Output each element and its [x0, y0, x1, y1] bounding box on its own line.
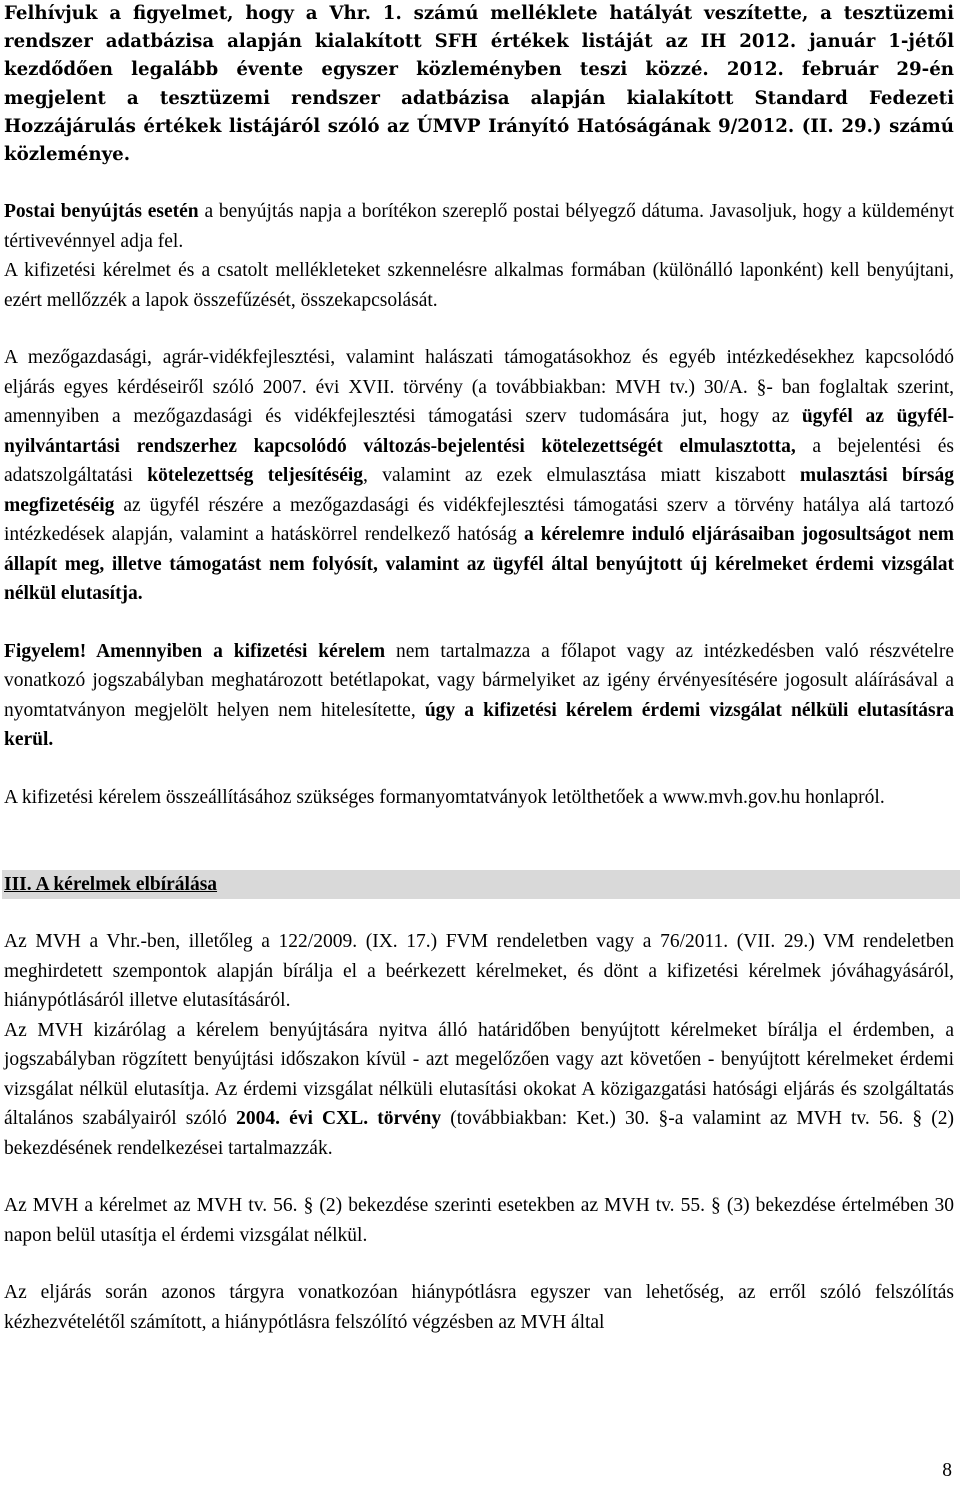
paragraph-evaluation: [4, 927, 954, 1016]
spacer: [4, 315, 954, 343]
paragraph-rejection: [4, 1191, 954, 1250]
paragraph-sfh-notice: [4, 0, 954, 169]
deadline-text-1: Az MVH kizárólag a kérelem benyújtására nyitva álló határidőben benyújtott kérelmeket bírálja el érdemben, a jogszabályban rögzített benyújtási időszakon kívül - azt megelőzően vagy azt követően - benyújtott kérelmeket érdemi vizsgálat nélkül elutasítja. Az érdemi vizsgálat nélküli elutasítási okokat A közigazgatási hatósági eljárás és szolgáltatás általános szabályairól szóló: [4, 1019, 954, 1130]
spacer: [4, 1163, 954, 1191]
deadline-text-2: (továbbiakban: Ket.) 30. §-a valamint az MVH tv. 56. § (2) bekezdésének rendelkezései tartalmazzák.: [4, 1108, 954, 1159]
spacer: [4, 812, 954, 842]
attention-bold-2: úgy a kifizetési kérelem érdemi vizsgálat nélküli elutasításra kerül.: [4, 699, 954, 751]
attention-bold-1: Figyelem! Amennyiben a kifizetési kérelem: [4, 640, 386, 662]
section-heading: [2, 870, 960, 899]
evaluation-text: Az MVH a Vhr.-ben, illetőleg a 122/2009. (IX. 17.) FVM rendeletben vagy a 76/2011. (VII. 29.) VM rendeletben meghirdetett szempontok alapján bírálja el a beérkezett kérelmeket, és dönt a kifizetési kérelmek jóváhagyásáról, hiánypótlásáról illetve elutasításáról.: [4, 931, 954, 1012]
spacer: [4, 842, 954, 870]
mvh-act-bold-3: mulasztási bírság megfizetéséig: [4, 465, 955, 516]
postal-submission-bold: Postai benyújtás esetén: [4, 201, 199, 223]
paragraph-deficiency: [4, 1278, 954, 1337]
spacer: [4, 899, 954, 927]
scanning-text: A kifizetési kérelmet és a csatolt mellékleteket szkennelésre alkalmas formában (különálló laponként) kell benyújtani, ezért mellőzzék a lapok összefűzését, összekapcsolását.: [4, 260, 954, 311]
deadline-bold: 2004. évi CXL. törvény: [236, 1108, 442, 1130]
document-page: [4, 0, 954, 1337]
paragraph-forms: [4, 783, 954, 813]
spacer: [4, 609, 954, 637]
spacer: [4, 1250, 954, 1278]
paragraph-scanning: [4, 256, 954, 315]
attention-text: nem tartalmazza a főlapot vagy az intézkedésben való részvételre vonatkozó jogszabályban meghatározott betétlapokat, vagy bármelyiket az igény érvényesítésére jogosult aláírásával a nyomtatványon megjelölt helyen nem hitelesítette,: [4, 640, 954, 721]
spacer: [4, 755, 954, 783]
deficiency-text: Az eljárás során azonos tárgyra vonatkozóan hiánypótlásra egyszer van lehetőség, az erről szóló felszólítás kézhezvételétől számított, a hiánypótlásra felszólító végzésben az MVH által: [4, 1282, 954, 1333]
section-heading-text: III. A kérelmek elbírálása: [4, 874, 218, 896]
sfh-notice-text: Felhívjuk a figyelmet, hogy a Vhr. 1. számú melléklete hatályát veszítette, a tesztüzemi rendszer adatbázisa alapján kialakított SFH értékek listáját az IH 2012. január 1-jétől kezdődően legalább évente egyszer közleményben teszi közzé. 2012. február 29-én megjelent a tesztüzemi rendszer adatbázisa alapján kialakított Standard Fedezeti Hozzájárulás értékek listájáról szóló az ÚMVP Irányító Hatóságának 9/2012. (II. 29.) számú közleménye.: [4, 3, 954, 166]
paragraph-attention: [4, 637, 954, 755]
postal-submission-text: a benyújtás napja a borítékon szereplő postai bélyegző dátuma. Javasoljuk, hogy a küldeményt tértivevénnyel adja fel.: [4, 201, 954, 252]
spacer: [4, 169, 954, 197]
rejection-text: Az MVH a kérelmet az MVH tv. 56. § (2) bekezdése szerinti esetekben az MVH tv. 55. § (3) bekezdése értelmében 30 napon belül utasítja el érdemi vizsgálat nélkül.: [4, 1195, 954, 1246]
paragraph-postal-submission: [4, 197, 954, 256]
forms-text: A kifizetési kérelem összeállításához szükséges formanyomtatványok letölthetőek a www.mvh.gov.hu honlapról.: [4, 786, 885, 808]
mvh-act-text-2: a bejelentési és adatszolgáltatási: [4, 435, 954, 487]
mvh-act-bold-1: ügyfél az ügyfél-nyilvántartási rendszerhez kapcsolódó változás-bejelentési kötelezettségét elmulasztotta,: [4, 406, 954, 457]
mvh-act-bold-4: a kérelemre induló eljárásaiban jogosultságot nem állapít meg, illetve támogatást nem folyósít, valamint az ügyfél által benyújtott új kérelmeket érdemi vizsgálat nélkül elutasítja.: [4, 524, 954, 605]
mvh-act-text-1: A mezőgazdasági, agrár-vidékfejlesztési, valamint halászati támogatásokhoz és egyéb intézkedésekhez kapcsolódó eljárás egyes kérdéseiről szóló 2007. évi XVII. törvény (a továbbiakban: MVH tv.) 30/A. §- ban foglaltak szerint, amennyiben a mezőgazdasági és vidékfejlesztési támogatási szerv tudomására jut, hogy az: [4, 347, 954, 428]
page-number: 8: [942, 1460, 952, 1481]
mvh-act-bold-2: kötelezettség teljesítéséig: [147, 465, 364, 487]
mvh-act-text-4: az ügyfél részére a mezőgazdasági és vidékfejlesztési támogatási szerv a törvény hatálya alá tartozó intézkedések alapján, valamint a hatáskörrel rendelkező hatóság: [4, 494, 954, 546]
mvh-act-text-3: , valamint az ezek elmulasztása miatt kiszabott: [363, 465, 800, 487]
paragraph-mvh-act: [4, 343, 954, 609]
paragraph-deadline: [4, 1016, 954, 1164]
